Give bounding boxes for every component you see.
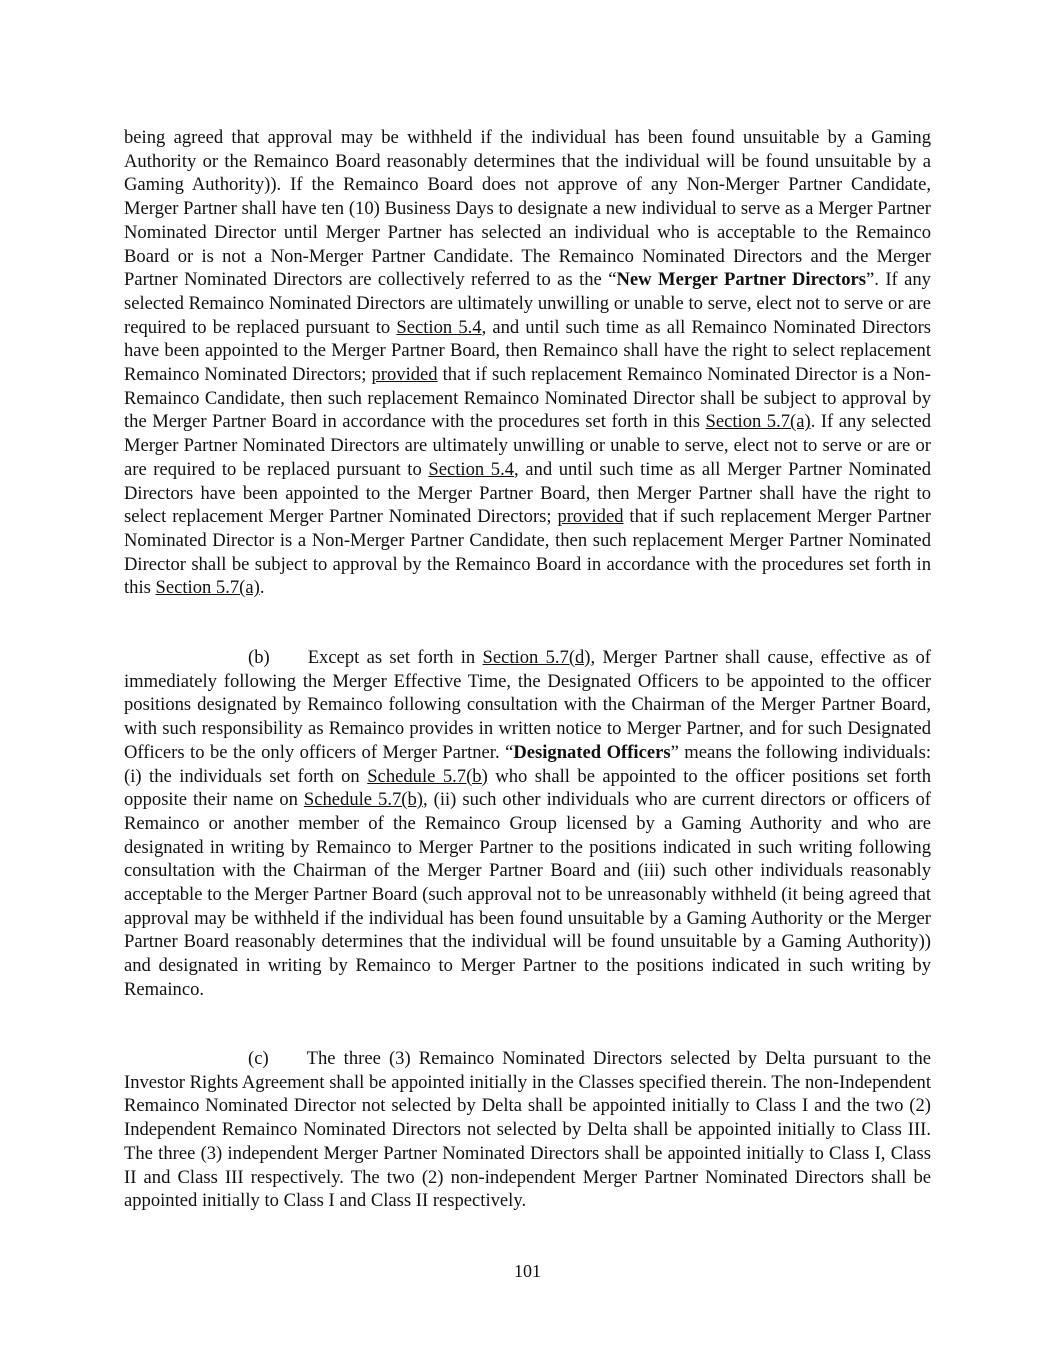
section-reference: Section 5.4 (428, 458, 515, 480)
paragraph-b (124, 646, 931, 1002)
text-run: who shall be appointed to the officer positions set forth opposite their name on (124, 765, 932, 811)
schedule-reference: Schedule 5.7(b) (303, 789, 423, 811)
paragraph-label: (b) (248, 647, 270, 668)
text-run: The three (3) Remainco Nominated Directors selected by Delta pursuant to the Investor Rights Agreement shall be appointed initially in the Classes specified therein. The non-Independent Remainco Nominated Director not selected by Delta shall be appointed initially to Class I and the two (2) Independent Remainco Nominated Directors not selected by Delta shall be appointed initially to Class III. The three (3) independent Merger Partner Nominated Directors shall be appointed initially to Class I, Class II and Class III respectively. The two (2) non-independent Merger Partner Nominated Directors shall be appointed initially to Class I and Class II respectively. (124, 1048, 931, 1212)
defined-term-designated-officers: Designated Officers (513, 741, 671, 763)
section-reference: Section 5.7(a) (155, 577, 260, 599)
text-run: that if such replacement Merger Partner Nominated Director is a Non-Merger Partner Candidate, then such replacement Merger Partner Nominated Director shall be subject to approval by the Remainco Board in accordance with the procedures set forth in this (124, 506, 931, 599)
section-reference: Section 5.4 (396, 316, 482, 338)
text-run: being agreed that approval may be withheld if the individual has been found unsuitable by a Gaming Authority or the Remainco Board reasonably determines that the individual will be found unsuitable by a Gaming Authority)). If the Remainco Board does not approve of any Non-Merger Partner Candidate, Merger Partner shall have ten (10) Business Days to designate a new individual to serve as a Merger Partner Nominated Director until Merger Partner has selected an individual who is acceptable to the Remainco Board or is not a Non-Merger Partner Candidate. The Remainco Nominated Directors and the Merger Partner Nominated Directors are collectively referred to as the “ (124, 127, 931, 291)
text-run: that if such replacement Remainco Nominated Director is a Non-Remainco Candidate, then such replacement Remainco Nominated Director shall be subject to approval by the Merger Partner Board in accordance with the procedures set forth in this (124, 364, 932, 433)
text-run: , and until such time as all Remainco Nominated Directors have been appointed to the Merger Partner Board, then Remainco shall have the right to select replacement Remainco Nominated Directors; (124, 316, 932, 386)
paragraph-c (124, 1047, 931, 1213)
text-run: Except as set forth in (307, 647, 483, 668)
paragraph-label: (c) (248, 1048, 269, 1069)
page-number: 101 (514, 1261, 541, 1281)
text-run: , and until such time as all Merger Partner Nominated Directors have been appointed to the Merger Partner Board, then Merger Partner shall have the right to select replacement Merger Partner Nominated Directors; (124, 458, 931, 528)
section-reference: Section 5.7(d) (482, 647, 591, 668)
paragraph-continuation (124, 126, 931, 600)
provided-term: provided (371, 364, 438, 386)
defined-term-new-merger-partner-directors: New Merger Partner Directors (616, 269, 866, 291)
text-run: . (259, 577, 265, 599)
text-run: . If any selected Merger Partner Nominated Directors are ultimately unwilling or unable to serve, elect not to serve or are or are required to be replaced pursuant to (124, 411, 931, 480)
provided-term: provided (557, 506, 624, 528)
text-run: ”. If any selected Remainco Nominated Directors are ultimately unwilling or unable to serve, elect not to serve or are required to be replaced pursuant to (124, 269, 931, 338)
section-reference: Section 5.7(a) (705, 411, 811, 433)
text-run: ” means the following individuals: (i) the individuals set forth on (124, 741, 931, 787)
schedule-reference: Schedule 5.7(b) (367, 765, 488, 787)
text-run: , (ii) such other individuals who are current directors or officers of Remainco or another member of the Remainco Group licensed by a Gaming Authority and who are designated in writing by Remainco to Merger Partner to the positions indicated in such writing following consultation with the Chairman of the Merger Partner Board and (iii) such other individuals reasonably acceptable to the Merger Partner Board (such approval not to be unreasonably withheld (it being agreed that approval may be withheld if the individual has been found unsuitable by a Gaming Authority or the Merger Partner Board reasonably determines that the individual will be found unsuitable by a Gaming Authority)) and designated in writing by Remainco to Merger Partner to the positions indicated in such writing by Remainco. (124, 789, 931, 1000)
text-run: , Merger Partner shall cause, effective as of immediately following the Merger Effective Time, the Designated Officers to be appointed to the officer positions designated by Remainco following consultation with the Chairman of the Merger Partner Board, with such responsibility as Remainco provides in written notice to Merger Partner, and for such Designated Officers to be the only officers of Merger Partner. “ (124, 647, 931, 763)
